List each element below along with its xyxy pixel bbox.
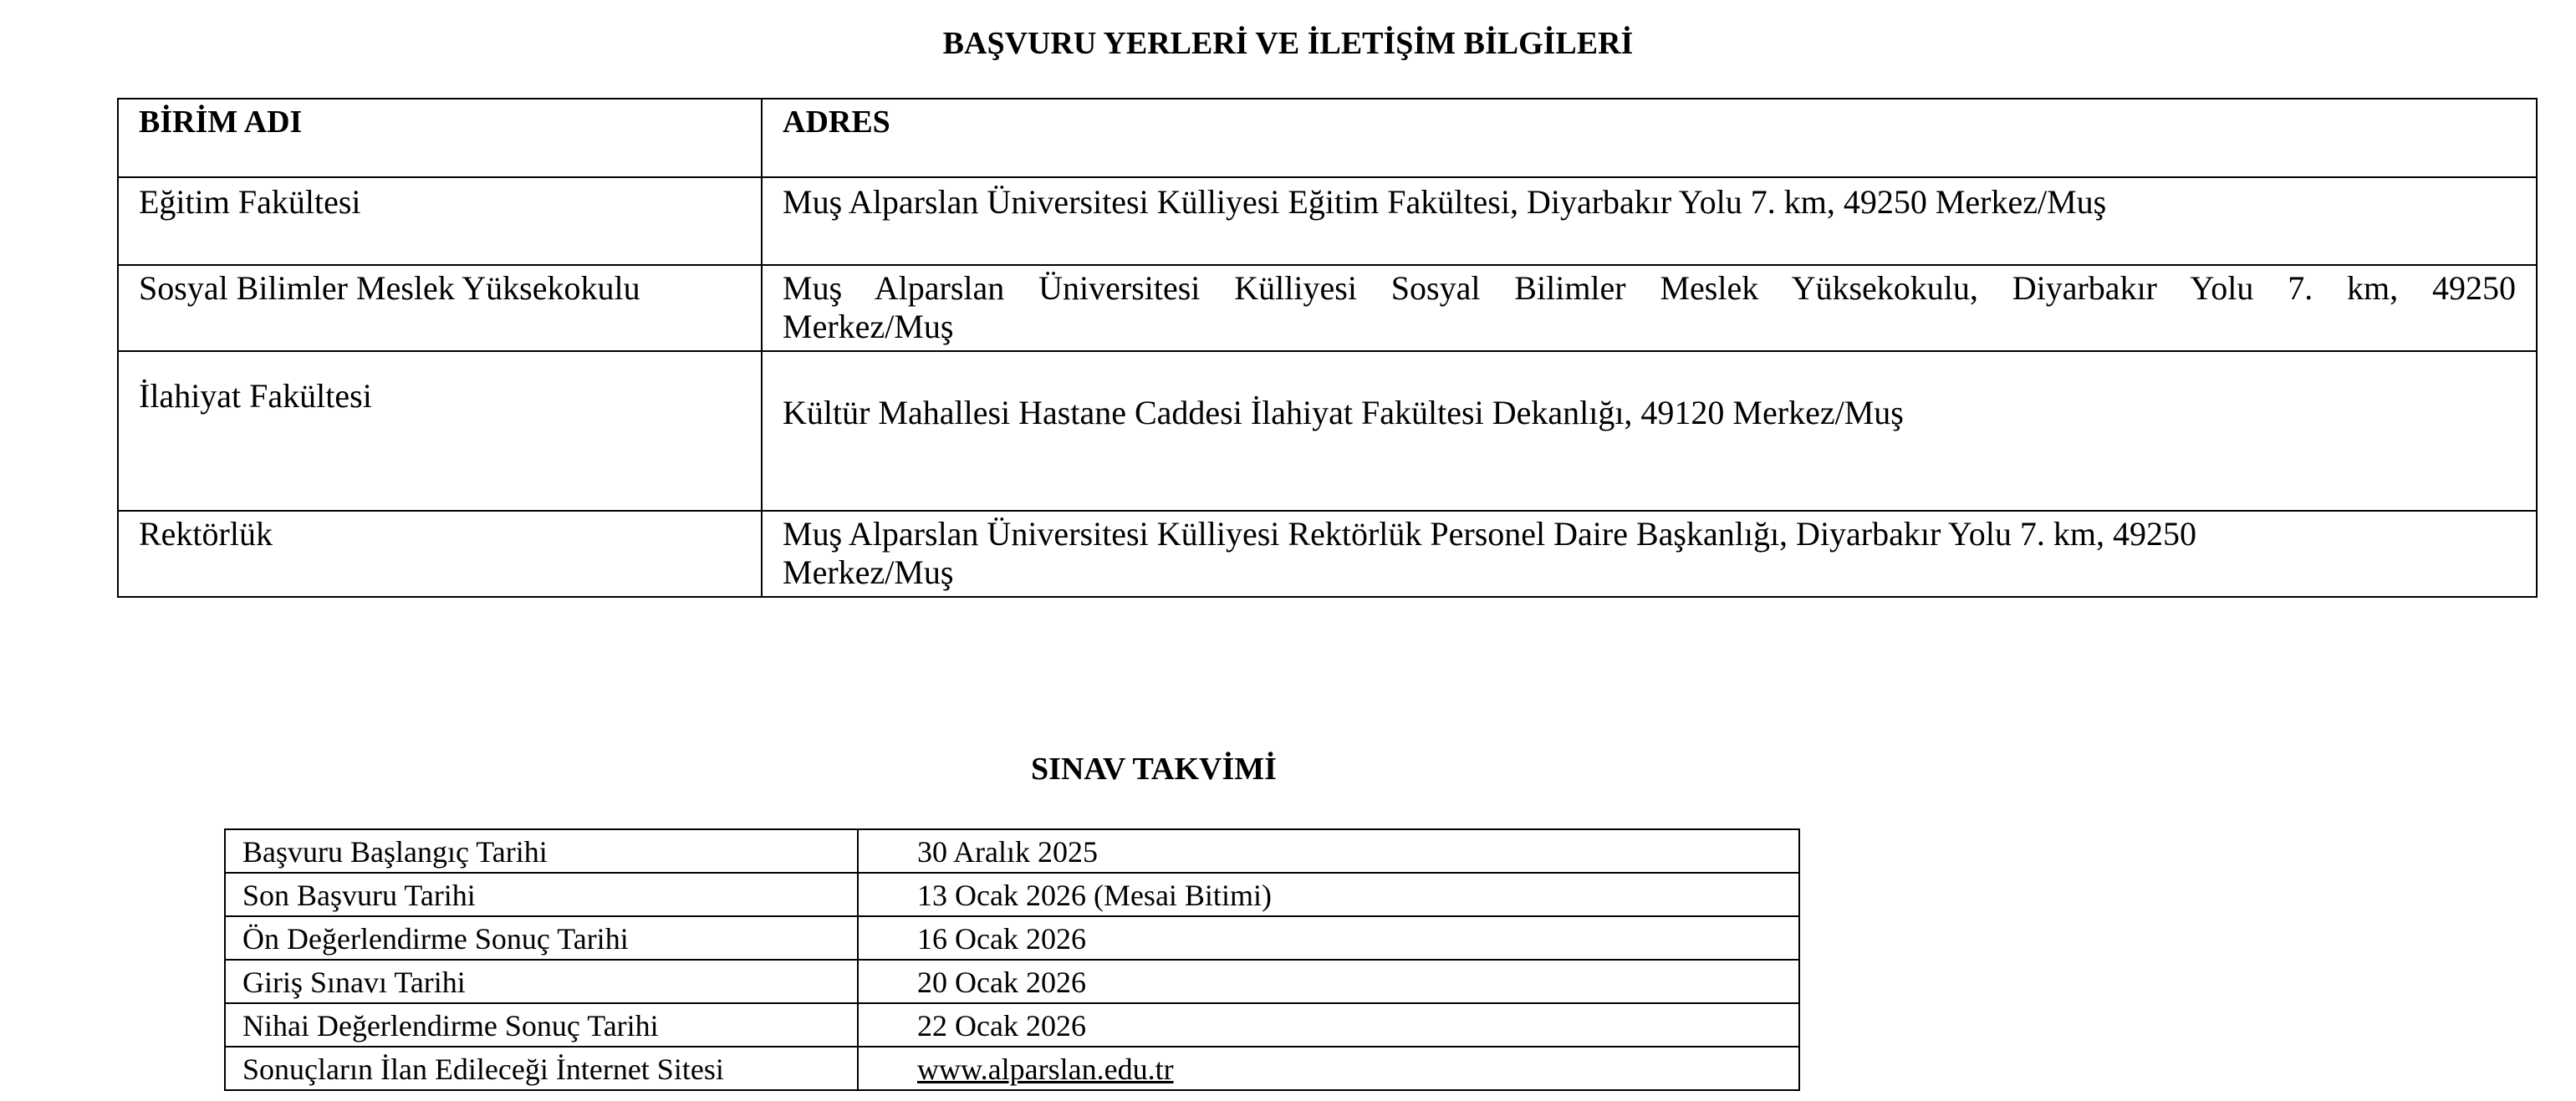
calendar-label-cell: Sonuçların İlan Edileceği İnternet Sitesi (225, 1047, 858, 1090)
table-row (225, 1047, 1799, 1090)
table-row (118, 511, 2537, 597)
table-row (225, 916, 1799, 960)
calendar-value-cell: 13 Ocak 2026 (Mesai Bitimi) (858, 873, 1799, 916)
unit-name-cell: Sosyal Bilimler Meslek Yüksekokulu (118, 265, 762, 351)
calendar-value-cell[interactable] (858, 1047, 1799, 1090)
calendar-label-cell: Ön Değerlendirme Sonuç Tarihi (225, 916, 858, 960)
table-row (118, 177, 2537, 265)
address-line-1: Muş Alparslan Üniversitesi Külliyesi Sosyal Bilimler Meslek Yüksekokulu, Diyarbakır Yolu 7. km, 49250 (783, 269, 2516, 307)
address-cell (762, 265, 2537, 351)
calendar-label-cell: Nihai Değerlendirme Sonuç Tarihi (225, 1003, 858, 1047)
calendar-heading: SINAV TAKVİMİ (1031, 752, 1277, 787)
address-line-2: Merkez/Muş (783, 553, 954, 591)
exam-calendar-table (224, 828, 1800, 1091)
unit-name-cell: Eğitim Fakültesi (118, 177, 762, 265)
table-header-row (118, 99, 2537, 177)
table-row (225, 960, 1799, 1003)
address-cell: Kültür Mahallesi Hastane Caddesi İlahiyat Fakültesi Dekanlığı, 49120 Merkez/Muş (762, 351, 2537, 511)
column-header-unit: BİRİM ADI (118, 99, 762, 177)
locations-heading: BAŞVURU YERLERİ VE İLETİŞİM BİLGİLERİ (942, 26, 1634, 61)
calendar-label-cell: Son Başvuru Tarihi (225, 873, 858, 916)
calendar-value-cell: 16 Ocak 2026 (858, 916, 1799, 960)
locations-table (117, 98, 2538, 598)
unit-name-cell: İlahiyat Fakültesi (118, 351, 762, 511)
table-row (225, 873, 1799, 916)
website-link[interactable]: www.alparslan.edu.tr (917, 1053, 1174, 1086)
table-row (118, 265, 2537, 351)
calendar-value-cell: 20 Ocak 2026 (858, 960, 1799, 1003)
column-header-address: ADRES (762, 99, 2537, 177)
calendar-label-cell: Giriş Sınavı Tarihi (225, 960, 858, 1003)
address-cell (762, 511, 2537, 597)
calendar-value-cell: 22 Ocak 2026 (858, 1003, 1799, 1047)
address-cell: Muş Alparslan Üniversitesi Külliyesi Eğitim Fakültesi, Diyarbakır Yolu 7. km, 49250 Merkez/Muş (762, 177, 2537, 265)
address-line-1: Muş Alparslan Üniversitesi Külliyesi Rektörlük Personel Daire Başkanlığı, Diyarbakır Yolu 7. km, 49250 (783, 515, 2196, 553)
table-row (225, 829, 1799, 873)
unit-name-cell: Rektörlük (118, 511, 762, 597)
table-row (225, 1003, 1799, 1047)
table-row (118, 351, 2537, 511)
calendar-label-cell: Başvuru Başlangıç Tarihi (225, 829, 858, 873)
address-line-2: Merkez/Muş (783, 308, 954, 345)
calendar-value-cell: 30 Aralık 2025 (858, 829, 1799, 873)
